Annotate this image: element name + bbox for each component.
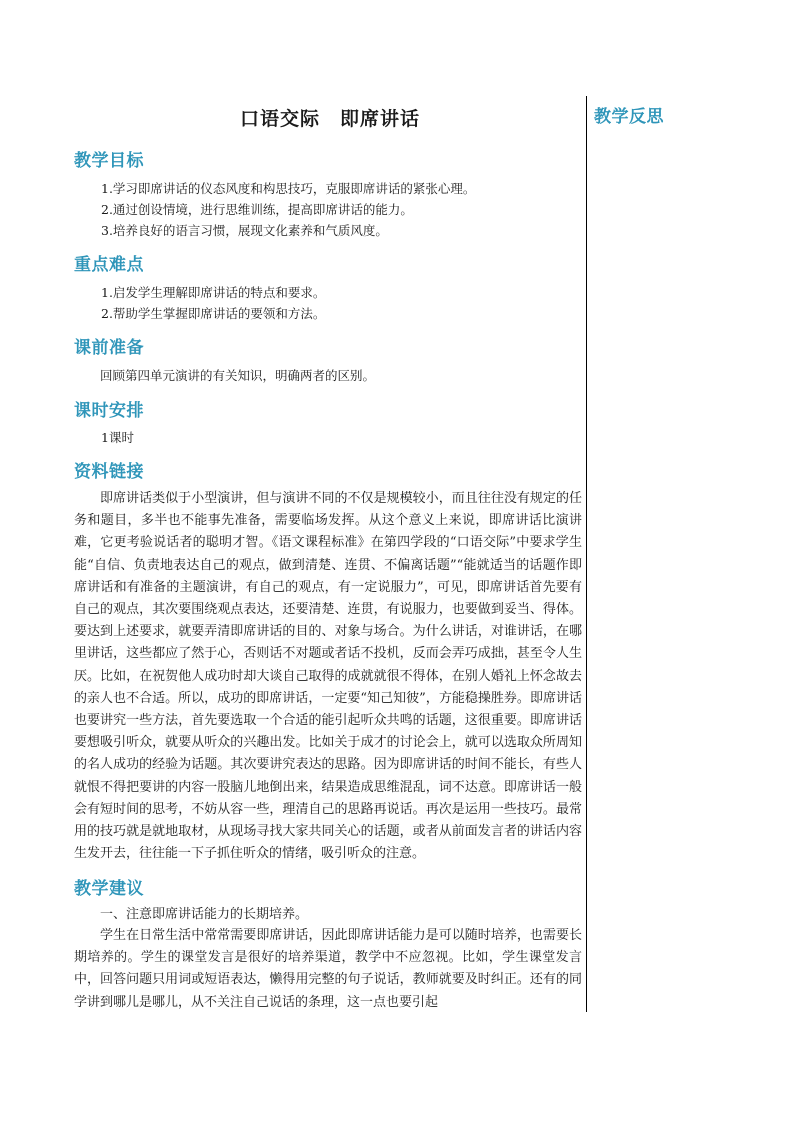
preparation-text: 回顾第四单元演讲的有关知识，明确两者的区别。: [100, 368, 376, 383]
section-heading-key-points: 重点难点: [74, 255, 144, 275]
schedule-text: 1课时: [101, 430, 134, 445]
section-heading-suggestions: 教学建议: [74, 879, 144, 899]
section-heading-goals: 教学目标: [74, 151, 144, 171]
resources-paragraph: 即席讲话类似于小型演讲，但与演讲不同的不仅是规模较小，而且往往没有规定的任务和题目，多半也不能事先准备，需要临场发挥。从这个意义上来说，即席讲话比演讲难，它更考验说话者的聪明才智。《语文课程标准》在第四学段的“口语交际”中要求学生能“自信、负责地表达自己的观点，做到清楚、连贯、不偏离话题”“能就适当的话题作即席讲话和有准备的主题演讲，有自己的观点，有一定说服力”，可见，即席讲话首先要有自己的观点，其次要围绕观点表达，还要清楚、连贯，有说服力，也要做到妥当、得体。要达到上述要求，就要弄清即席讲话的目的、对象与场合。为什么讲话，对谁讲话，在哪里讲话，这些都应了然于心，否则话不对题或者话不投机，反而会弄巧成拙，甚至令人生厌。比如，在祝贺他人成功时却大谈自己取得的成就就很不得体，在别人婚礼上怀念故去的亲人也不合适。所以，成功的即席讲话，一定要“知己知彼”，方能稳操胜券。即席讲话也要讲究一些方法，首先要选取一个合适的能引起听众共鸣的话题，这很重要。即席讲话要想吸引听众，就要从听众的兴趣出发。比如关于成才的讨论会上，就可以选取众所周知的名人成功的经验为话题。其次要讲究表达的思路。因为即席讲话的时间不能长，有些人就恨不得把要讲的内容一股脑儿地倒出来，结果造成思维混乱，词不达意。即席讲话一般会有短时间的思考，不妨从容一些，理清自己的思路再说话。再次是运用一些技巧。最常用的技巧就是就地取材，从现场寻找大家共同关心的话题，或者从前面发言者的讲话内容生发开去，往往能一下子抓住听众的情绪，吸引听众的注意。: [74, 491, 582, 862]
suggestion-subheading: 一、注意即席讲话能力的长期培养。: [100, 907, 309, 922]
reflection-column: [594, 102, 744, 127]
lesson-plan-main-column: [74, 96, 586, 1012]
section-heading-preparation: 课前准备: [74, 338, 144, 358]
page-title: 口语交际 即席讲话: [239, 108, 420, 130]
key-point-item-1: 1.启发学生理解即席讲话的特点和要求。: [101, 285, 326, 300]
column-divider: [586, 96, 587, 1012]
goal-item-3: 3.培养良好的语言习惯，展现文化素养和气质风度。: [101, 223, 388, 238]
suggestions-paragraph: 学生在日常生活中常常需要即席讲话，因此即席讲话能力是可以随时培养，也需要长期培养的。学生的课堂发言是很好的培养渠道，教学中不应忽视。比如，学生课堂发言中，回答问题只用词或短语表达，懒得用完整的句子说话，教师就要及时纠正。还有的同学讲到哪儿是哪儿，从不关注自己说话的条理，这一点也要引起: [74, 928, 582, 1010]
section-heading-resources: 资料链接: [74, 462, 144, 482]
goal-item-1: 1.学习即席讲话的仪态风度和构思技巧，克服即席讲话的紧张心理。: [101, 181, 476, 196]
section-heading-schedule: 课时安排: [74, 401, 144, 421]
goal-item-2: 2.通过创设情境，进行思维训练，提高即席讲话的能力。: [101, 202, 413, 217]
reflection-heading: 教学反思: [594, 107, 664, 127]
key-point-item-2: 2.帮助学生掌握即席讲话的要领和方法。: [101, 306, 326, 321]
